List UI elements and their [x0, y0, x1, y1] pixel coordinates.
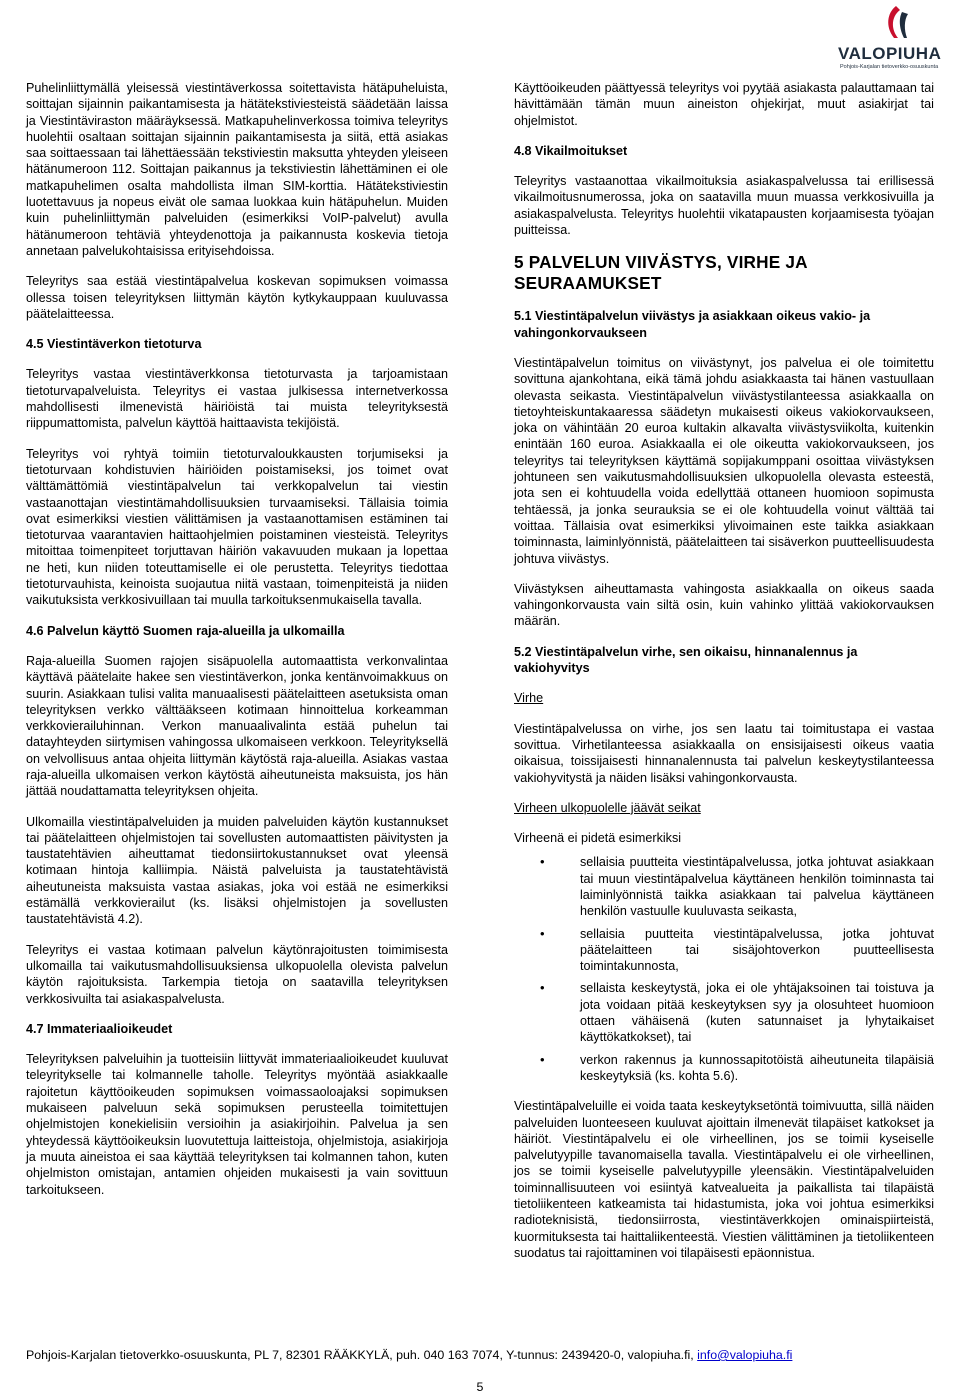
left-column	[26, 80, 448, 1212]
section-heading-5-1: 5.1 Viestintäpalvelun viivästys ja asiakkaan oikeus vakio- ja vahingonkorvaukseen	[514, 309, 871, 340]
paragraph: Raja-alueilla Suomen rajojen sisäpuolella automaattista verkonvalintaa käyttävä päätelaite hakee sen viestintäverkon, jonka kentänvoimakkuus on suurin. Asiakkaan tulisi valita manuaalisesti päätelaitteen asetuksista oman teleyrityksen verkko välttääkseen kotimaan hinnoittelua korkeamman verkkovierailuhinnan. Verkon manuaalivalinta estää puhelun tai datayhteyden siirtymisen vahingossa ulkomaiseen verkkoon. Teleyrityksellä on velvollisuus antaa ohjeita liittymän käytöstä raja-alueilla. Asiakas vastaa raja-alueilla ulkomaisen verkon käytöstä aiheutuneista maksuista, jos hän jättää noudattamatta teleyrityksen ohjeita.	[26, 653, 448, 799]
paragraph: Teleyritys saa estää viestintäpalvelua koskevan sopimuksen voimassa ollessa toisen teleyrityksen liittymän käytön kytkykauppaan kuuluvassa päätelaitteessa.	[26, 274, 448, 321]
footer-email-link[interactable]: info@valopiuha.fi	[697, 1348, 793, 1362]
list-item: • verkon rakennus ja kunnossapitotöistä aiheutuneita tilapäisiä keskeytyksiä (ks. kohta 5.6).	[580, 1052, 934, 1085]
exclusion-list	[514, 854, 934, 1084]
paragraph: Viivästyksen aiheuttamasta vahingosta asiakkaalla on oikeus saada vahingonkorvausta vain siltä osin, kuin vahinko ylittää vakiokorvauksen määrän.	[514, 581, 934, 629]
paragraph: Viestintäpalveluille ei voida taata keskeytyksetöntä toimivuutta, sillä näiden palveluiden luonteeseen kuuluvat ajoittain ilmenevät tilapäiset katkokset ja häiriöt. Viestintäpalvelu ei ole virheellinen, jos se toimii kyseiselle palvelutyypille tavanomaisella tavalla. Viestintäpalvelu ei ole virheellinen, jos se toimii kyseiselle palvelutyypille yleensäkin. Viestintäpalveluiden toiminnallisuuteen voi esiintyä katvealueita ja paikallista tai tilapäistä tietoliikenteen katkeamista tai hidastumista, joka voi johtua esimerkiksi radioteknisistä, tiedonsiirrosta, viestintäverkkojen ominaispiirteistä, kuormituksesta tai haittaliikenteestä. Viestien välittäminen ja tietoliikenteen suodatus tai rajoittaminen voi tilapäisesti epäonnistua.	[514, 1099, 934, 1260]
subheading-virhe: Virhe	[514, 691, 544, 706]
list-item: • sellaisia puutteita viestintäpalvelussa, jotka johtuvat asiakkaan tai muun viestintäpalvelua käyttäneen henkilön toiminnasta tai laiminlyönnistä taikka asiakkaan tai palvelua käyttäneen henkilön vastuulle kuuluvasta seikasta,	[580, 854, 934, 919]
list-item: • sellaisia puutteita viestintäpalvelussa, jotka johtuvat päätelaitteen tai sisäjohtoverkon puutteellisesta toimintakunnosta,	[580, 926, 934, 975]
paragraph: Teleyritys vastaa viestintäverkkonsa tietoturvasta ja tarjoamistaan tietoturvapalveluista. Teleyritys ei vastaa julkisessa internetverkossa mahdollisesti ilmenevistä häiriöistä tai muista teleyrityksestä riippumattomista, palvelun käyttöä haittaavista tekijöistä.	[26, 367, 448, 431]
valopiuha-logo	[838, 4, 954, 70]
logo-subtitle: Pohjois-Karjalan tietoverkko-osuuskunta	[840, 64, 939, 70]
subheading-exclusions: Virheen ulkopuolelle jäävät seikat	[514, 800, 701, 815]
paragraph: Teleyritys ei vastaa kotimaan palvelun käytönrajoitusten toimimisesta ulkomailla tai vaikutusmahdollisuuksiensa ulkopuolella olevista palvelun käytön rajoituksista. Tarkempia tietoja on saatavilla teleyrityksen verkkosivuilta tai asiakaspalvelusta.	[26, 942, 448, 1006]
logo-flame-icon	[838, 4, 954, 48]
page-number: 5	[476, 1380, 484, 1394]
paragraph: Käyttöoikeuden päättyessä teleyritys voi pyytää asiakasta palauttamaan tai hävittämään tämän muun aineiston ohjekirjat, muut asiakirjat tai ohjelmistot.	[514, 81, 934, 128]
section-heading-4-6: 4.6 Palvelun käyttö Suomen raja-alueilla ja ulkomailla	[26, 623, 345, 638]
paragraph: Viestintäpalvelussa on virhe, jos sen laatu tai toimitustapa ei vastaa sovittua. Virhetilanteessa asiakkaalla on ensisijaisesti oikeus vaatia oikaisua, toissijaisesti hinnanalennusta tai palvelun keskeytystilanteessa vakiohyvitystä ja näiden lisäksi vahingonkorvausta.	[514, 721, 934, 785]
footer-address: Pohjois-Karjalan tietoverkko-osuuskunta, PL 7, 82301 RÄÄKKYLÄ, puh. 040 163 7074, Y-tunnus: 2439420-0, valopiuha.fi,	[26, 1348, 698, 1362]
chapter-heading-5: 5 PALVELUN VIIVÄSTYS, VIRHE JA SEURAAMUKSET	[514, 252, 808, 294]
section-heading-5-2: 5.2 Viestintäpalvelun virhe, sen oikaisu, hinnanalennus ja vakiohyvitys	[514, 644, 858, 676]
list-item: • sellaista keskeytystä, joka ei ole yhtäjaksoinen tai toistuva ja jota voidaan pitää keskeytyksen syy ja olosuhteet huomioon ottaen vähäisenä (kuten satunnaiset ja lyhytaikaiset käyttökatkokset), tai	[580, 980, 934, 1045]
section-heading-4-8: 4.8 Vikailmoitukset	[514, 143, 628, 158]
right-column	[514, 80, 934, 1275]
paragraph: Virheenä ei pidetä esimerkiksi	[514, 831, 682, 846]
paragraph: Viestintäpalvelun toimitus on viivästynyt, jos palvelua ei ole toimitettu sovittuna ajankohtana, eikä tämä johdu asiakkaasta tai hänen vastuullaan olevasta seikasta. Viestintäpalvelun viivästystilanteessa asiakkaalla on tietoyhteiskuntakaaressa säädetyn mukaisesti oikeus vakiokorvaukseen, joka on vähintään 20 euroa kultakin alkavalta viivästysviikolta, kuitenkin enintään 160 euroa. Asiakkaalla ei ole oikeutta vakiokorvaukseen, jos teleyritys tai teleyrityksen käyttämä sopijakumppani osoittaa viivästyksen johtuneen sen vaikutusmahdollisuuksien ulkopuolella olevasta esteestä, jota sen ei kohtuudella voida edellyttää ottaneen huomioon sopimusta tehtäessä, ja jonka seurauksia se ei ole kohtuudella voinut välttää tai voittaa. Tällaisia ovat esimerkiksi ylivoimainen este taikka asiakkaan toiminnasta, laiminlyönnistä, päätelaitteen tai sisäverkon puutteellisuudesta johtuva viivästys.	[514, 355, 934, 566]
paragraph: Teleyrityksen palveluihin ja tuotteisiin liittyvät immateriaalioikeudet kuuluvat teleyritykselle tai kolmannelle taholle. Teleyritys myöntää asiakkaalle rajoitetun käyttöoikeuden sopimuksen voimassaoloajaksi sopimuksen mukaiseen palveluun sekä sopimuksen perusteella toimitettujen ohjelmistojen konekielisiin versioihin ja asiakirjoihin. Palvelua ja sen yhteydessä käyttöoikeuksin luovutettuja laitteistoja, ohjelmistoja, asiakirjoja ja muuta aineistoa ei saa käyttää teleyrityksen tai kolmannen tahon, kuten ohjelmiston omistajan, antamien ohjeiden mukaisesti ja vain sovittuun tarkoitukseen.	[26, 1052, 448, 1197]
paragraph: Ulkomailla viestintäpalveluiden ja muiden palveluiden käytön kustannukset tai päätelaitteen ohjelmistojen tai sovellusten automaattisten päivitysten ja taustatehtävien aiheuttamat tiedonsiirtokustannukset ovat yleensä kotimaan hintoja kalliimpia. Näistä palveluista ja taustatehtävistä aiheutuneista maksuista vastaa asiakas, joka voi estää ne esimerkiksi estämällä verkkovierailut (ks. lisäksi ohjelmistojen ja sovellusten taustatehtävistä 4.2).	[26, 814, 448, 927]
paragraph: Teleyritys vastaanottaa vikailmoituksia asiakaspalvelussa tai erillisessä vikailmoitusnumerossa, joka on saatavilla muun muassa verkkosivuilla ja asiakaspalvelusta. Teleyritys huolehtii vikatapausten korjaamisesta työajan puitteissa.	[514, 174, 934, 238]
paragraph: Teleyritys voi ryhtyä toimiin tietoturvaloukkausten torjumiseksi ja tietoturvaan kohdistuvien häiriöiden poistamiseksi, jos toimet ovat välttämättömiä viestintäpalvelun tai verkkopalvelun tai viestin vastaanottajan viestintämahdollisuuksien turvaamiseksi. Tällaisia toimia ovat esimerkiksi viestien välittämisen ja vastaanottamisen estäminen tai tietoturvaa vaarantavien haittaohjelmien poistaminen viesteistä. Teleyritys mitoittaa toimenpiteet torjuttavan häiriön vakavuuden mukaan ja lopettaa ne heti, kun niiden toteuttamiselle ei ole perustetta. Teleyritys tiedottaa tietoturvauhista, keinoista suojautua niitä vastaan, toimenpiteistä ja niiden vaikutuksista verkkosivuillaan tai muulla tarkoituksenmukaisella tavalla.	[26, 446, 448, 608]
logo-name: VALOPIUHA	[838, 44, 942, 63]
paragraph: Puhelinliittymällä yleisessä viestintäverkossa soitettavista hätäpuheluista, soittajan sijainnin paikantamisesta ja hätätekstiviesteistä säädetään laissa ja Viestintäviraston määräyksessä. Matkapuhelinverkossa toimiva teleyritys huolehtii osaltaan soittajan sijainnin paikantamisesta ja siitä, että asiakas saa soittaessaan tai lähettäessään tekstiviestin maksutta yhteyden yleiseen hätänumeroon 112. Soittajan paikannus ja tekstiviestin lähettäminen ei ole matkapuhelimen osalta mahdollista ilman SIM-korttia. Hätätekstiviestin luotettavuus ja nopeus eivät ole samaa luokkaa kuin hätäpuhelun. Muiden kuin puhelinliittymän palveluiden (esimerkiksi VoIP-palvelut) avulla hätänumeroon tehtäviä yhteydenottoja ja paikannusta koskevia tietoja annetaan palvelukohtaisissa erityisehdoissa.	[26, 81, 448, 258]
section-heading-4-5: 4.5 Viestintäverkon tietoturva	[26, 337, 202, 352]
page-footer	[26, 1348, 792, 1362]
section-heading-4-7: 4.7 Immateriaalioikeudet	[26, 1021, 173, 1036]
